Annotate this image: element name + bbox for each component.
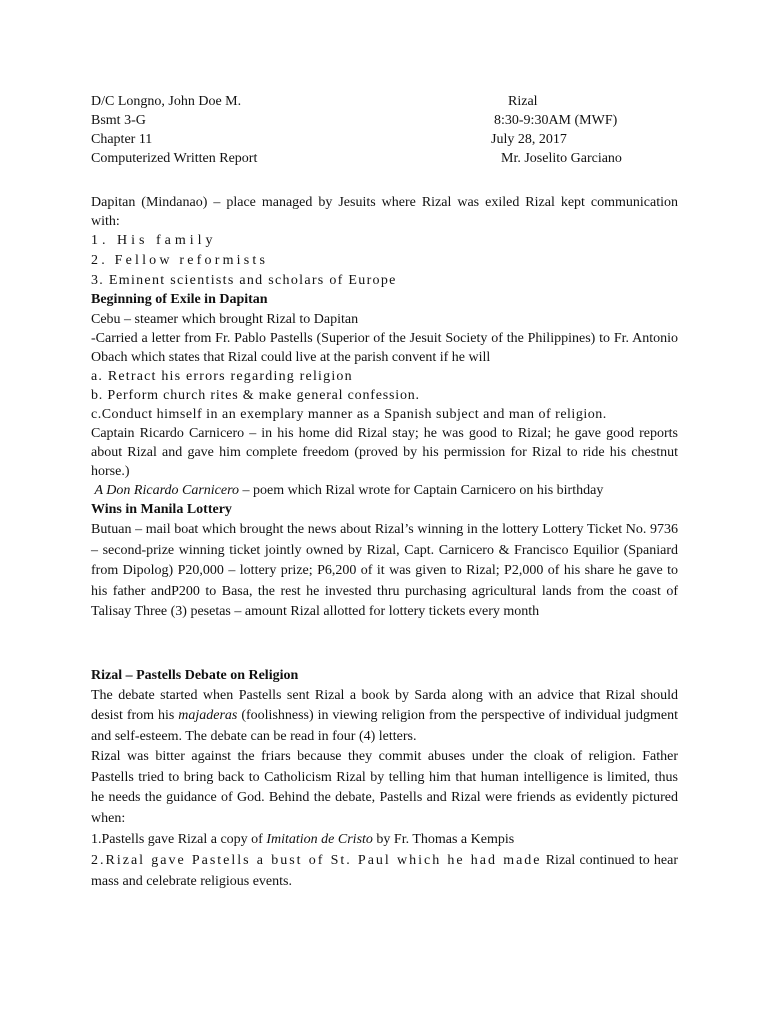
debate-item-2 <box>91 850 678 892</box>
debate-item-2-a: 2.Rizal gave Pastells a bust of St. Paul which he had made <box>91 853 542 868</box>
instructor: Mr. Joselito Garciano <box>501 151 622 166</box>
header-row-2 <box>91 111 678 130</box>
debate-p1-part-a: The debate started when Pastells sent Rizal a book by Sarda along with an advice that Rizal should desist from his <box>91 687 678 723</box>
header-row-4 <box>91 149 678 168</box>
intro-item-2: 2. Fellow reformists <box>91 253 269 268</box>
document-page <box>91 92 678 892</box>
intro-text: Dapitan (Mindanao) – place managed by Jesuits where Rizal was exiled Rizal kept communication with: <box>91 195 678 229</box>
exile-item-a: a. Retract his errors regarding religion <box>91 369 353 384</box>
debate-p2: Rizal was bitter against the friars because they commit abuses under the cloak of religion. Father Pastells tried to bring back to Catholicism Rizal by telling him that human intelligence is limited, thus he needs the guidance of God. Behind the debate, Pastells and Rizal were friends as evidently pictured when: <box>91 749 678 826</box>
debate-item-1 <box>91 829 678 850</box>
debate-item-2-b: Rizal continued to hear mass and celebrate religious events. <box>91 853 679 889</box>
exile-item-b: b. Perform church rites & make general confession. <box>91 388 420 403</box>
exile-item-c: c.Conduct himself in an exemplary manner as a Spanish subject and man of religion. <box>91 407 607 422</box>
section-gap <box>91 623 678 666</box>
section: Bsmt 3-G <box>91 113 146 128</box>
lottery-text: Butuan – mail boat which brought the news about Rizal’s winning in the lottery Lottery Ticket No. 9736 – second-prize winning ticket jointly owned by Rizal, Capt. Carnicero & Francisco Equilior (Spaniard from Dipolog) P20,000 – lottery prize; P6,200 of it was given to Rizal; P2,000 of his share he gave to his father andP200 to Basa, the rest he invested thru purchasing agricultural lands from the coast of Talisay Three (3) pesetas – amount Rizal allotted for lottery tickets every month <box>91 522 678 619</box>
schedule: 8:30-9:30AM (MWF) <box>494 113 618 128</box>
report-type: Computerized Written Report <box>91 151 258 166</box>
intro-item-3: 3. Eminent scientists and scholars of Europe <box>91 273 397 288</box>
intro-item-1: 1. His family <box>91 233 217 248</box>
poem-title: A Don Ricardo Carnicero <box>94 483 240 498</box>
poem-desc: – poem which Rizal wrote for Captain Carnicero on his birthday <box>239 483 604 498</box>
header-row-1 <box>91 92 678 111</box>
student-name: D/C Longno, John Doe M. <box>91 94 242 109</box>
debate-p1-part-b: (foolishness) in viewing religion from the perspective of individual judgment and self-esteem. The debate can be read in four (4) letters. <box>91 708 678 744</box>
debate-heading: Rizal – Pastells Debate on Religion <box>91 667 299 683</box>
exile-heading: Beginning of Exile in Dapitan <box>91 292 268 307</box>
lottery-heading: Wins in Manila Lottery <box>91 502 232 517</box>
debate-p1 <box>91 686 678 748</box>
exile-p2: -Carried a letter from Fr. Pablo Pastells (Superior of the Jesuit Society of the Philippines) to Fr. Antonio Obach which states that Rizal could live at the parish convent if he will <box>91 331 678 365</box>
debate-item-1-italic: Imitation de Cristo <box>266 832 373 847</box>
chapter: Chapter 11 <box>91 132 153 147</box>
debate-item-1-b: by Fr. Thomas a Kempis <box>372 832 515 847</box>
debate-p1-italic: majaderas <box>178 708 238 723</box>
report-date: July 28, 2017 <box>491 132 567 147</box>
exile-p1: Cebu – steamer which brought Rizal to Dapitan <box>91 312 359 327</box>
subject: Rizal <box>508 94 538 109</box>
debate-item-1-a: 1.Pastells gave Rizal a copy of <box>91 832 267 847</box>
exile-poem <box>91 481 678 500</box>
header-row-3 <box>91 130 678 149</box>
exile-p3: Captain Ricardo Carnicero – in his home did Rizal stay; he was good to Rizal; he gave good reports about Rizal and gave him complete freedom (proved by his permission for Rizal to ride his chestnut horse.) <box>91 426 678 479</box>
